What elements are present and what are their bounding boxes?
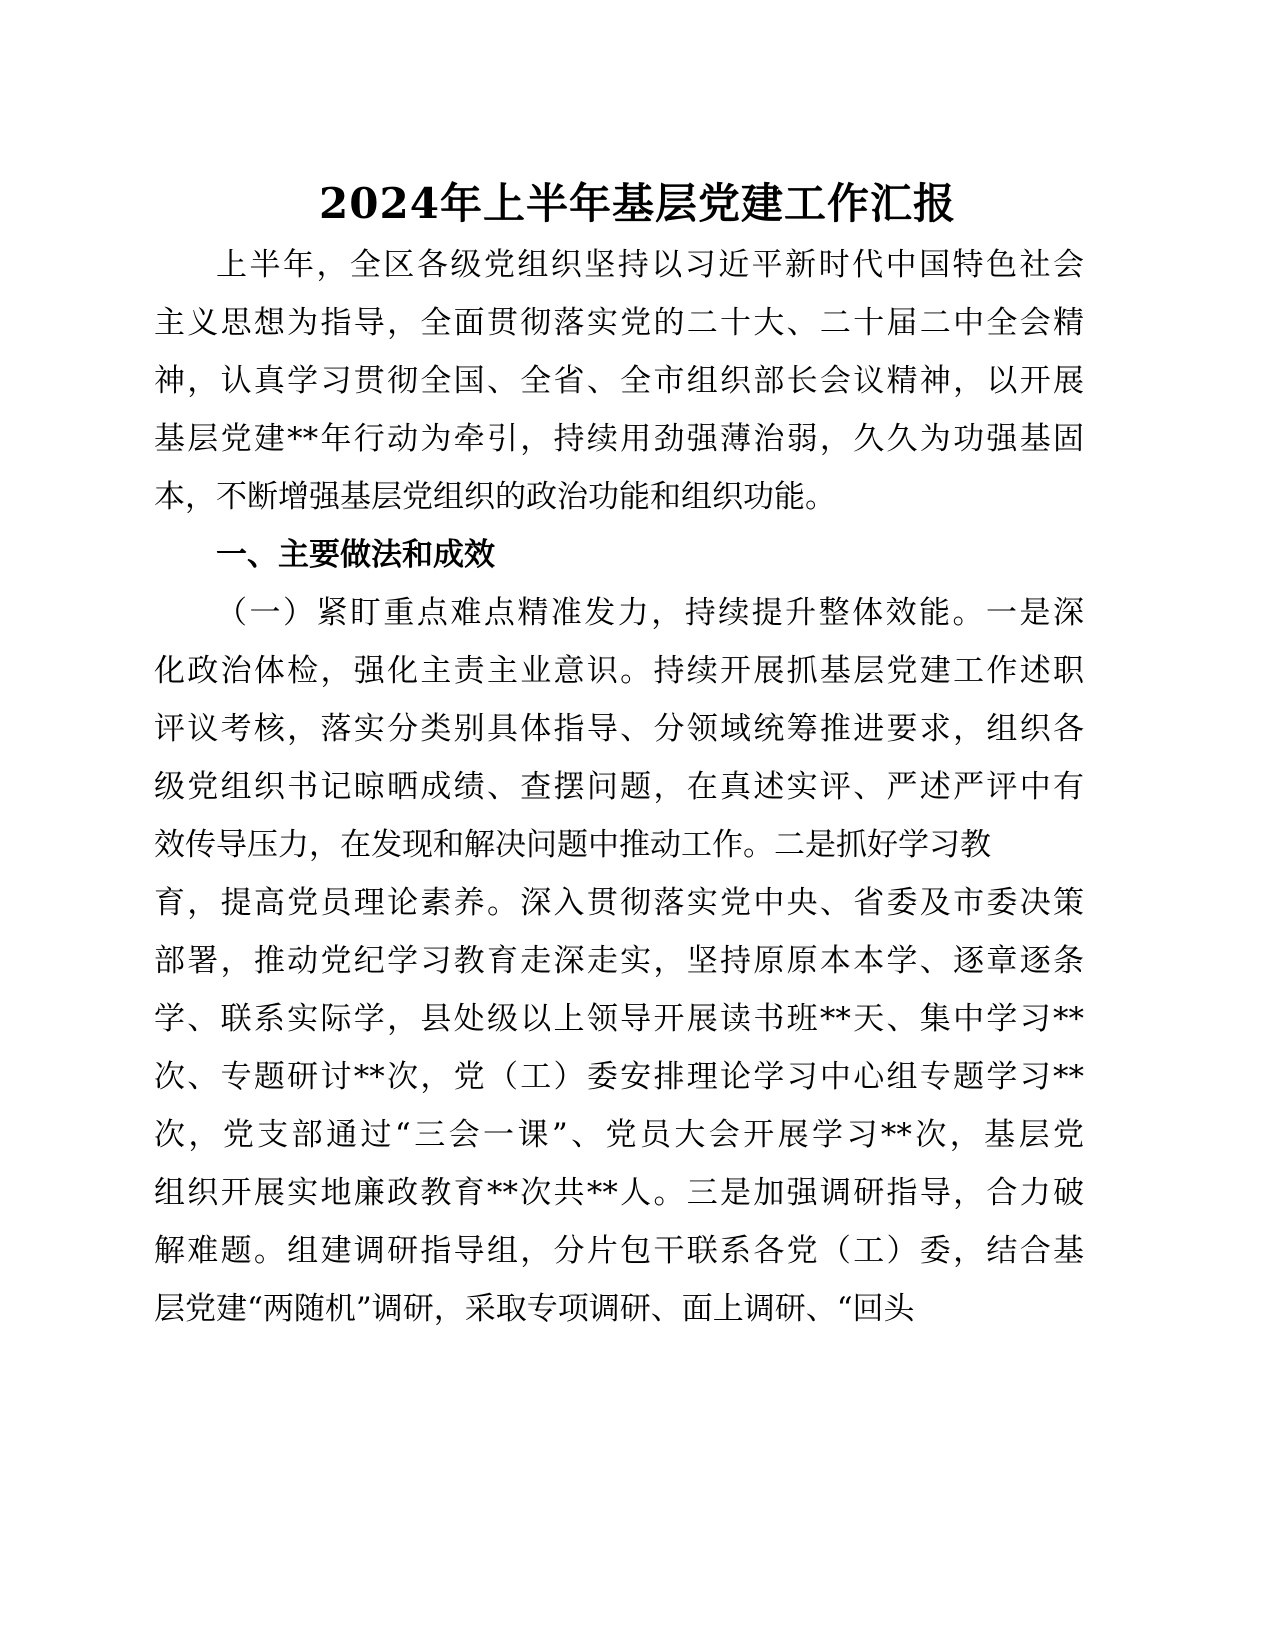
paragraph-line: 评议考核，落实分类别具体指导、分领域统筹推进要求，组织各 bbox=[154, 711, 1084, 747]
document-title: 2024年上半年基层党建工作汇报 bbox=[319, 179, 956, 228]
paragraph-line: 解难题。组建调研指导组，分片包干联系各党（工）委，结合基 bbox=[154, 1233, 1084, 1269]
paragraph-line: 组织开展实地廉政教育**次共**人。三是加强调研指导，合力破 bbox=[154, 1175, 1084, 1211]
paragraph-line: 级党组织书记晾晒成绩、查摆问题，在真述实评、严述严评中有 bbox=[154, 769, 1084, 805]
section-heading: 一、主要做法和成效 bbox=[216, 537, 495, 573]
paragraph-line: 育，提高党员理论素养。深入贯彻落实党中央、省委及市委决策 bbox=[154, 885, 1084, 921]
paragraph-line: 部署，推动党纪学习教育走深走实，坚持原原本本学、逐章逐条 bbox=[154, 943, 1084, 979]
paragraph-line: 上半年，全区各级党组织坚持以习近平新时代中国特色社会 bbox=[216, 247, 1084, 283]
paragraph-line: 主义思想为指导，全面贯彻落实党的二十大、二十届二中全会精 bbox=[154, 305, 1084, 341]
paragraph-line: 神，认真学习贯彻全国、全省、全市组织部长会议精神，以开展 bbox=[154, 363, 1084, 399]
paragraph-line: 基层党建**年行动为牵引，持续用劲强薄治弱，久久为功强基固 bbox=[154, 421, 1084, 457]
paragraph-line: 效传导压力，在发现和解决问题中推动工作。二是抓好学习教 bbox=[154, 827, 991, 863]
paragraph-line: 学、联系实际学，县处级以上领导开展读书班**天、集中学习** bbox=[154, 1001, 1084, 1037]
paragraph-line: 次，党支部通过“三会一课”、党员大会开展学习**次，基层党 bbox=[154, 1117, 1084, 1153]
paragraph-line: 化政治体检，强化主责主业意识。持续开展抓基层党建工作述职 bbox=[154, 653, 1084, 689]
document-body bbox=[154, 236, 1084, 1338]
paragraph-line: 次、专题研讨**次，党（工）委安排理论学习中心组专题学习** bbox=[154, 1059, 1084, 1095]
paragraph-line: 层党建“两随机”调研，采取专项调研、面上调研、“回头 bbox=[154, 1291, 915, 1327]
paragraph-line: （一）紧盯重点难点精准发力，持续提升整体效能。一是深 bbox=[216, 595, 1084, 631]
paragraph-line: 本，不断增强基层党组织的政治功能和组织功能。 bbox=[154, 479, 836, 515]
